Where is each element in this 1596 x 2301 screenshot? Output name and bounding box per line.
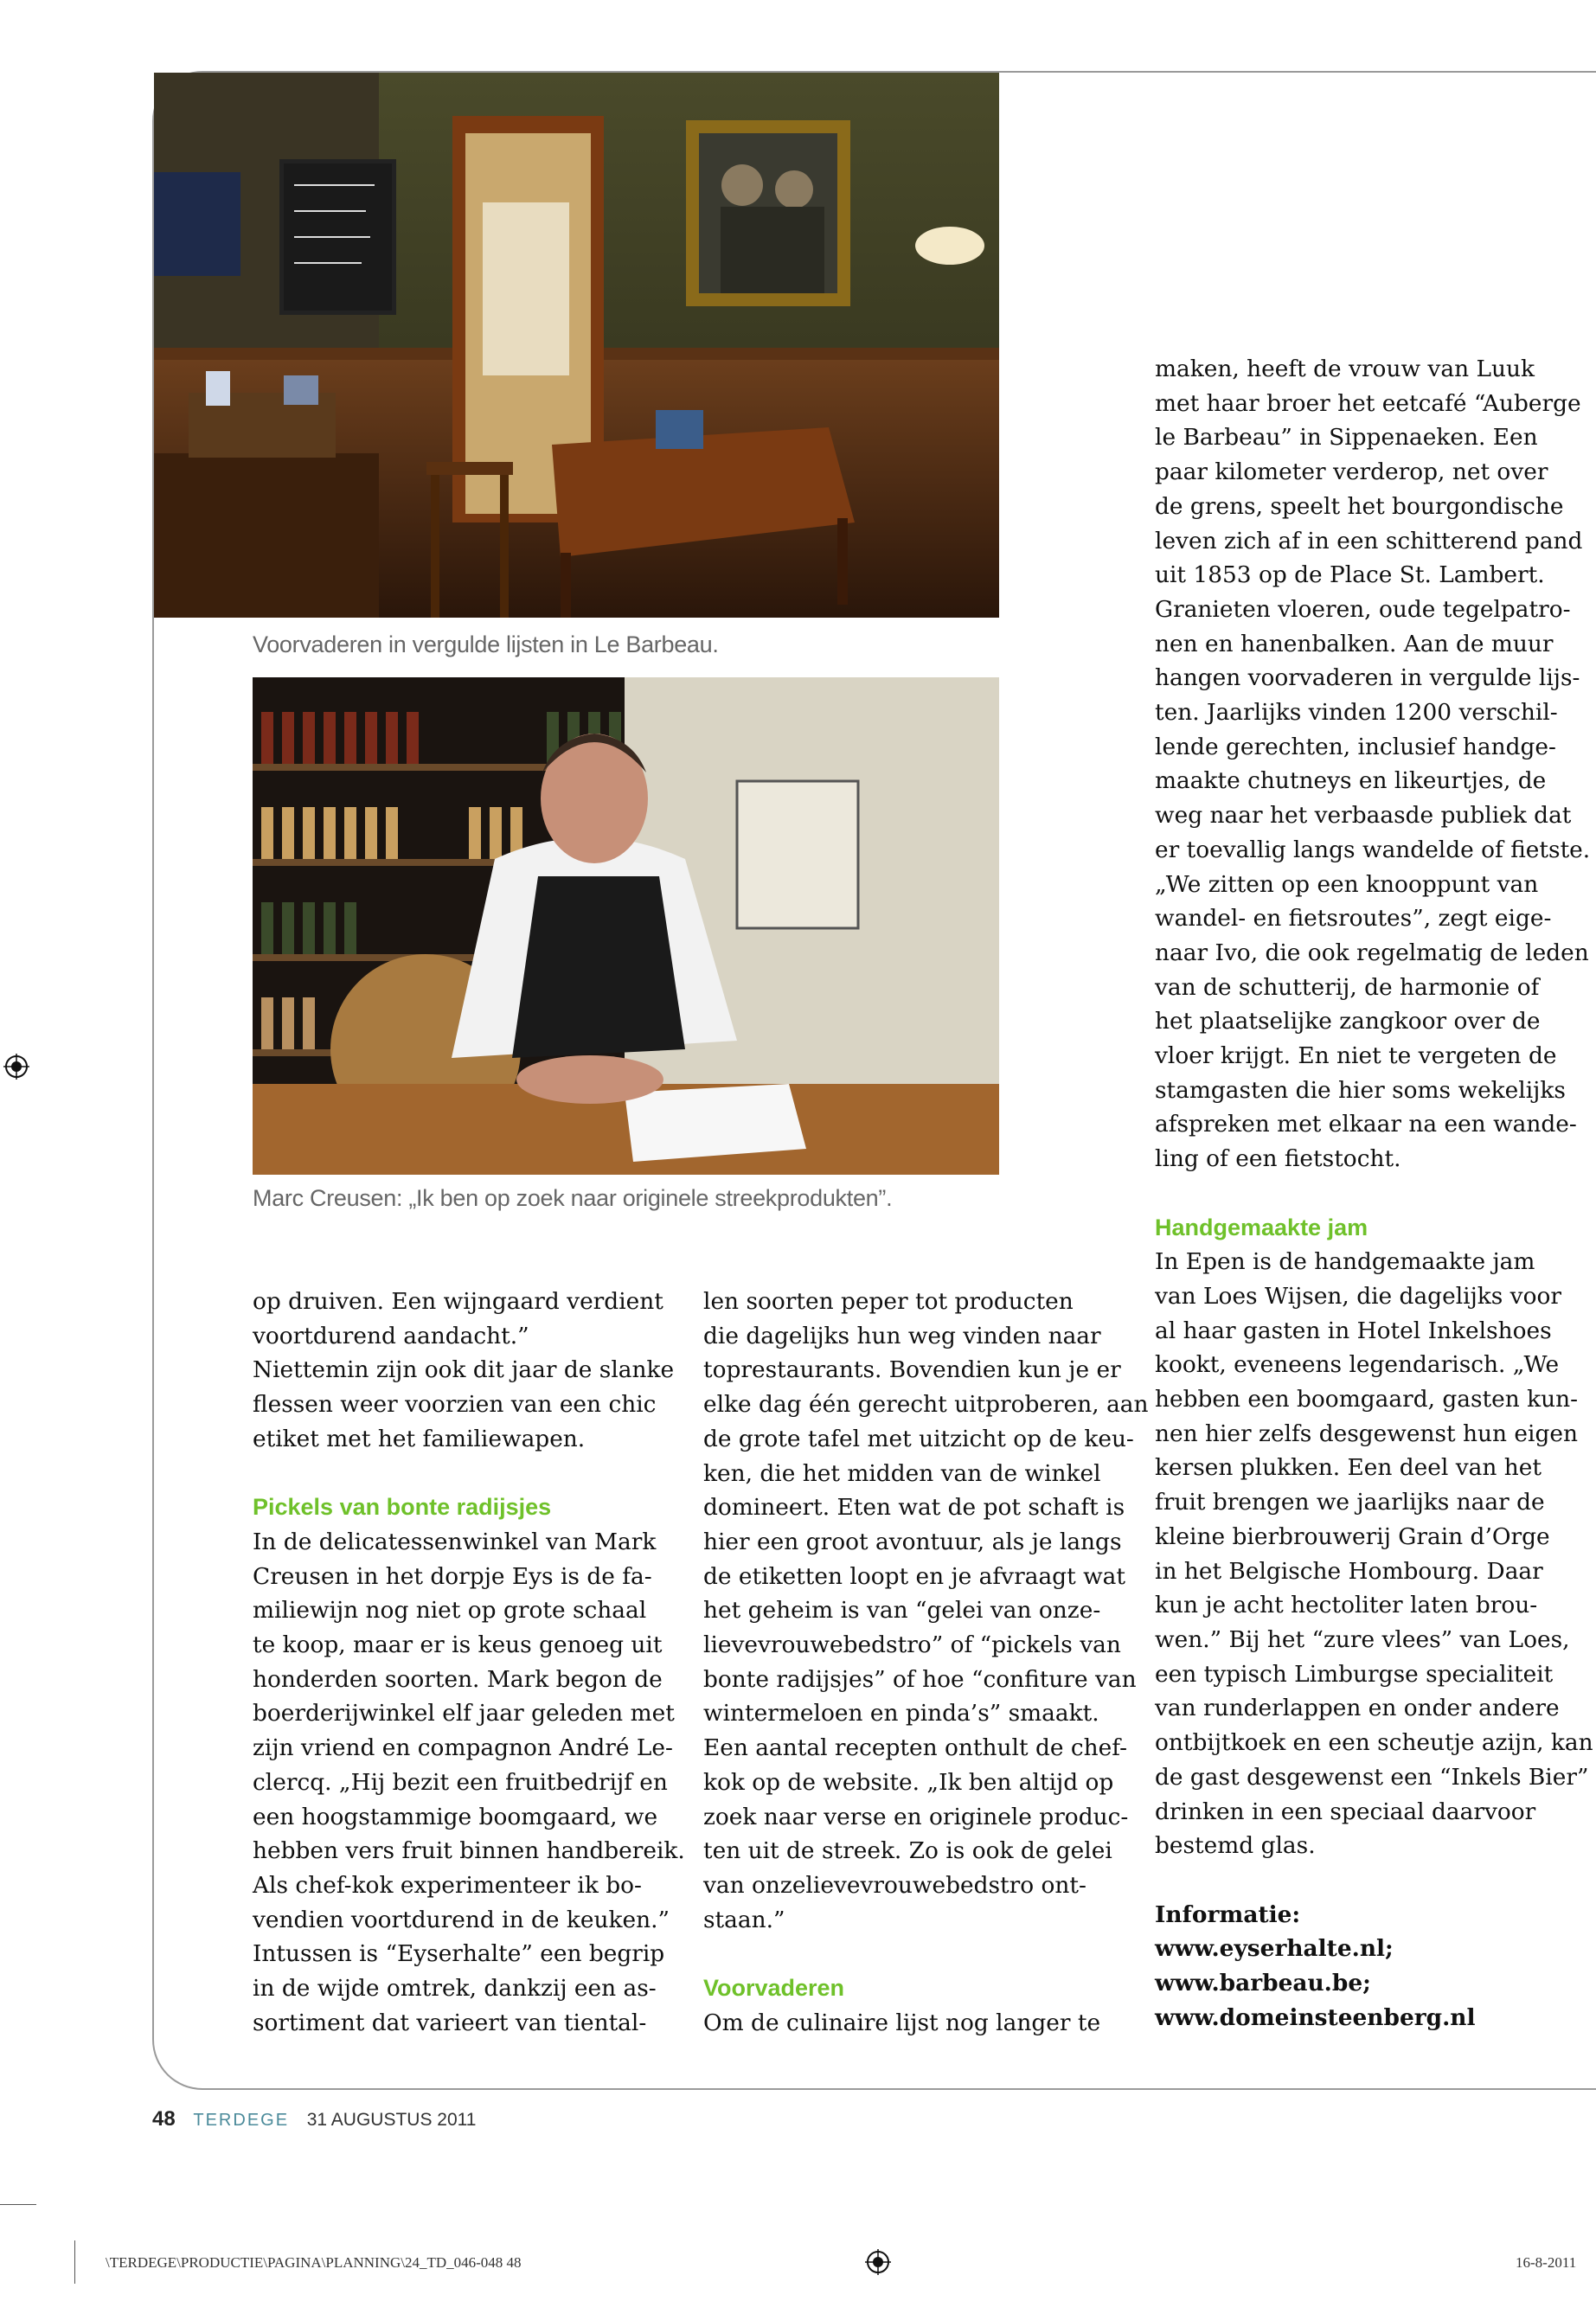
text-line: honderden soorten. Mark begon de [253,1665,663,1693]
col3-paragraph-2 [1155,1245,1593,1863]
page-number: 48 [152,2107,176,2131]
text-line: paar kilometer verderop, net over [1155,458,1548,486]
photo-cafe-interior [154,73,999,618]
text-line: wen.” Bij het “zure vlees” van Loes, [1155,1626,1570,1653]
info-block [1155,1898,1593,2035]
text-line: leven zich af in een schitterend pand [1155,527,1583,554]
magazine-name: TERDEGE [193,2111,290,2130]
text-line: in het Belgische Hombourg. Daar [1155,1557,1543,1585]
text-line: afspreken met elkaar na een wande- [1155,1111,1577,1138]
text-line: het plaatselijke zangkoor over de [1155,1008,1541,1035]
photo-chef-portrait-image [253,677,999,1175]
text-line: het geheim is van “gelei van onze- [703,1597,1101,1625]
text-line: kookt, eveneens legendarisch. „We [1155,1351,1560,1379]
text-line: fruit brengen we jaarlijks naar de [1155,1489,1545,1516]
photo1-caption: Voorvaderen in vergulde lijsten in Le Barbeau. [253,631,719,657]
text-line: weg naar het verbaasde publiek dat [1155,802,1572,830]
text-line: nen hier zelfs desgewenst hun eigen [1155,1420,1578,1447]
text-line: nen en hanenbalken. Aan de muur [1155,630,1554,657]
article-column-3 [1155,352,1593,2035]
text-line: toprestaurants. Bovendien kun je er [703,1356,1121,1384]
col2-paragraph-2 [703,2006,1149,2041]
text-line: kun je acht hectoliter laten brou- [1155,1592,1538,1619]
text-line: hangen voorvaderen in vergulde lijs- [1155,664,1580,692]
text-line: die dagelijks hun weg vinden naar [703,1322,1101,1349]
text-line: van onzelievevrouwebedstro ont- [703,1871,1086,1899]
text-line: www.domeinsteenberg.nl [1155,2003,1476,2031]
text-line: wandel- en fietsroutes”, zegt eige- [1155,905,1552,933]
text-line: kleine bierbrouwerij Grain d’Orge [1155,1522,1550,1550]
text-line: www.barbeau.be; [1155,1970,1371,1997]
text-line: sortiment dat varieert van tiental- [253,2009,647,2036]
text-line: Niettemin zijn ook dit jaar de slanke [253,1356,675,1384]
text-line: domineert. Eten wat de pot schaft is [703,1494,1125,1522]
text-line: van Loes Wijsen, die dagelijks voor [1155,1282,1561,1310]
text-line: ontbijtkoek en een scheutje azijn, kan [1155,1729,1593,1757]
text-line: stamgasten die hier soms wekelijks [1155,1076,1566,1104]
text-line: zoek naar verse en originele produc- [703,1803,1129,1830]
text-line: te koop, maar er is keus genoeg uit [253,1631,663,1659]
text-line: met haar broer het eetcafé “Auberge [1155,389,1581,417]
text-line: er toevallig langs wandelde of fietste. [1155,836,1591,863]
text-line: een hoogstammige boomgaard, we [253,1803,658,1830]
text-line: zijn vriend en compagnon André Le- [253,1734,673,1762]
text-line: len soorten peper tot producten [703,1288,1074,1315]
text-line: etiket met het familiewapen. [253,1425,586,1452]
article-column-1 [253,1285,685,2040]
text-line: een typisch Limburgse specialiteit [1155,1660,1554,1688]
text-line: op druiven. Een wijngaard verdient [253,1288,663,1315]
print-slug-path: \TERDEGE\PRODUCTIE\PAGINA\PLANNING\24_TD_046-048 48 [106,2254,522,2271]
text-line: van runderlappen en onder andere [1155,1695,1560,1722]
text-line: staan.” [703,1906,785,1933]
text-line: ling of een fietstocht. [1155,1145,1401,1173]
text-line: bestemd glas. [1155,1832,1316,1860]
text-line: ten uit de streek. Zo is ook de gelei [703,1837,1112,1865]
text-line: kersen plukken. Een deel van het [1155,1454,1542,1482]
text-line: Een aantal recepten onthult de chef- [703,1734,1127,1762]
text-line: de gast desgewenst een “Inkels Bier” [1155,1763,1589,1791]
article-column-2 [703,1285,1149,2040]
col1-paragraph-2 [253,1525,685,2041]
col2-paragraph-1 [703,1285,1149,1937]
text-line: hier een groot avontuur, als je langs [703,1528,1122,1555]
text-line: ken, die het midden van de winkel [703,1459,1101,1487]
text-line: hebben een boomgaard, gasten kun- [1155,1386,1579,1413]
text-line: maken, heeft de vrouw van Luuk [1155,356,1535,382]
subheading-voorvaderen: Voorvaderen [703,1975,845,2002]
registration-mark-icon [3,1054,29,1083]
text-line: uit 1853 op de Place St. Lambert. [1155,561,1545,589]
text-line: lievevrouwebedstro” of “pickels van [703,1631,1121,1659]
text-line: kok op de website. „Ik ben altijd op [703,1768,1114,1796]
subheading-handgemaakte-jam: Handgemaakte jam [1155,1214,1368,1240]
text-line: naar Ivo, die ook regelmatig de leden [1155,939,1589,966]
col1-paragraph-1 [253,1285,685,1457]
text-line: le Barbeau” in Sippenaeken. Een [1155,424,1538,452]
text-line: vendien voortdurend in de keuken.” [253,1906,670,1933]
text-line: ten. Jaarlijks vinden 1200 verschil- [1155,699,1558,727]
text-line: Intussen is “Eyserhalte” een begrip [253,1940,665,1968]
text-line: bonte radijsjes” of hoe “confiture van [703,1665,1137,1693]
text-line: Als chef-kok experimenteer ik bo- [253,1871,642,1899]
photo2-caption: Marc Creusen: „Ik ben op zoek naar originele streekprodukten”. [253,1185,893,1211]
subheading-pickels: Pickels van bonte radijsjes [253,1494,552,1521]
text-line: maakte chutneys en likeurtjes, de [1155,767,1547,795]
text-line: Om de culinaire lijst nog langer te [703,2009,1101,2036]
page-footer [152,2107,476,2131]
text-line: clercq. „Hij bezit een fruitbedrijf en [253,1768,668,1796]
text-line: flessen weer voorzien van een chic [253,1391,657,1419]
text-line: Informatie: [1155,1900,1301,1928]
text-line: de grote tafel met uitzicht op de keu- [703,1425,1134,1452]
text-line: van de schutterij, de harmonie of [1155,973,1540,1001]
text-line: boerderijwinkel elf jaar geleden met [253,1700,675,1727]
text-line: wintermeloen en pinda’s” smaakt. [703,1700,1099,1727]
issue-date: 31 AUGUSTUS 2011 [306,2110,477,2130]
print-slug-date: 16-8-2011 [1516,2254,1577,2271]
text-line: miliewijn nog niet op grote schaal [253,1597,647,1625]
text-line: drinken in een speciaal daarvoor [1155,1798,1536,1825]
text-line: www.eyserhalte.nl; [1155,1935,1394,1963]
text-line: In de delicatessenwinkel van Mark [253,1528,657,1555]
text-line: al haar gasten in Hotel Inkelshoes [1155,1317,1552,1344]
text-line: voortdurend aandacht.” [253,1322,529,1349]
text-line: de etiketten loopt en je afvraagt wat [703,1562,1125,1590]
photo-cafe-interior-image [154,73,999,618]
text-line: In Epen is de handgemaakte jam [1155,1248,1535,1276]
registration-mark-icon [865,2249,891,2279]
text-line: vloer krijgt. En niet te vergeten de [1155,1042,1557,1070]
text-line: Granieten vloeren, oude tegelpatro- [1155,595,1571,623]
text-line: elke dag één gerecht uitproberen, aan [703,1391,1149,1419]
text-line: Creusen in het dorpje Eys is de fa- [253,1562,652,1590]
crop-mark [0,2204,36,2205]
crop-mark [74,2240,75,2284]
text-line: hebben vers fruit binnen handbereik. [253,1837,685,1865]
text-line: lende gerechten, inclusief handge- [1155,733,1556,760]
text-line: in de wijde omtrek, dankzij een as- [253,1975,657,2003]
text-line: „We zitten op een knooppunt van [1155,870,1539,898]
col3-paragraph-1 [1155,352,1593,1176]
photo-chef-portrait [253,677,999,1175]
text-line: de grens, speelt het bourgondische [1155,492,1564,520]
